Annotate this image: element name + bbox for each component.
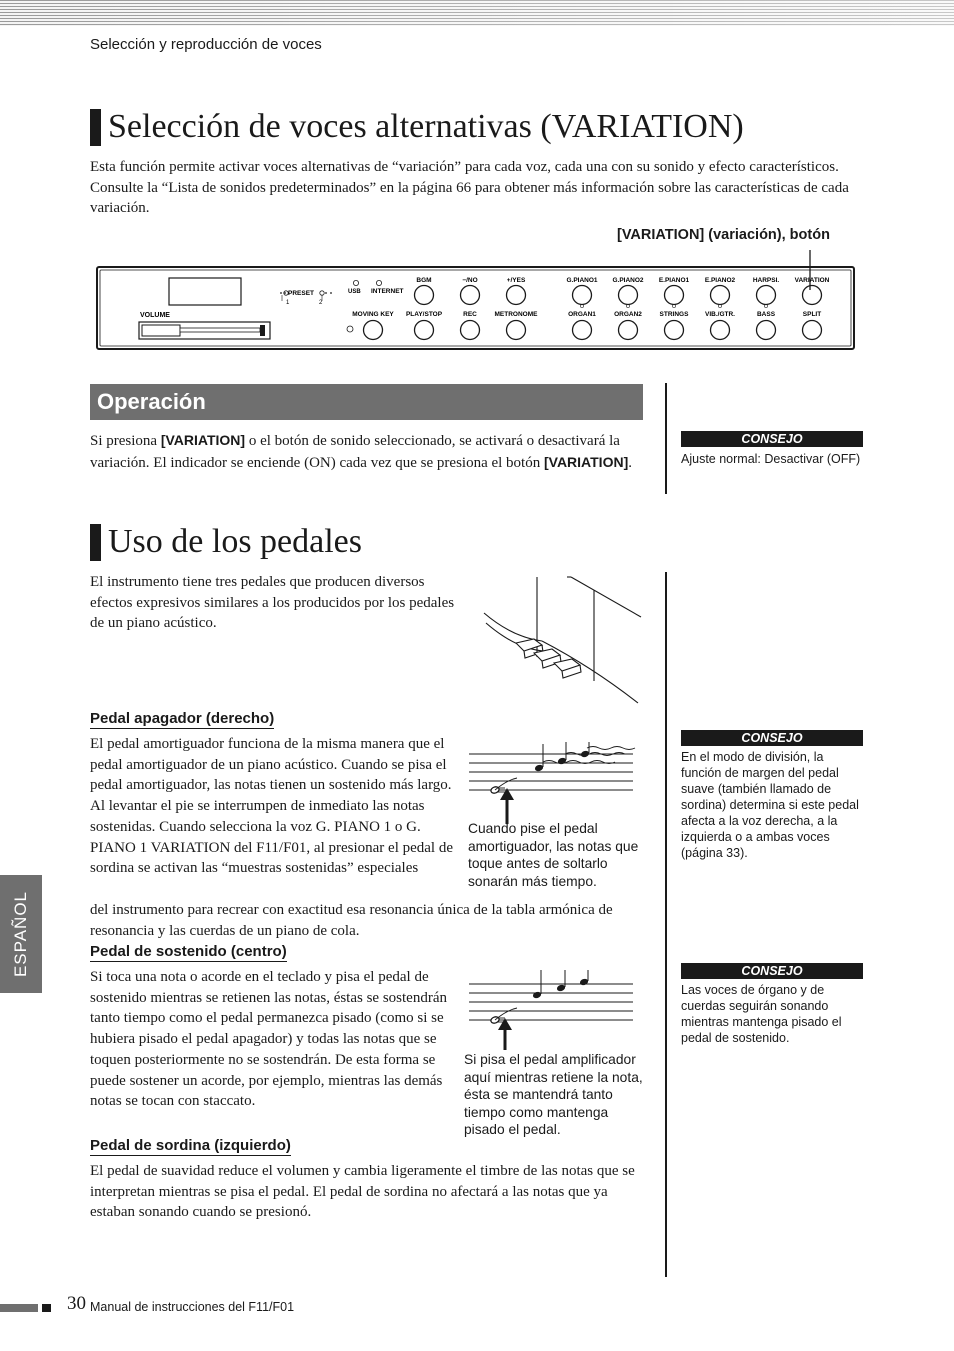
split-button bbox=[803, 311, 822, 340]
sidebar-rule bbox=[665, 572, 667, 1277]
tip-body: En el modo de división, la función de margen del pedal suave (también llamado de sordina) determina si este pedal afecta a la voz derecha, a la izquierda o a ambas voces (página 33). bbox=[681, 750, 859, 860]
section-title-variation: Selección de voces alternativas (VARIATION) bbox=[108, 108, 744, 145]
svg-text:−/NO: −/NO bbox=[462, 277, 478, 284]
bgm-button bbox=[415, 277, 434, 305]
svg-text:VIB./GTR.: VIB./GTR. bbox=[705, 311, 735, 318]
preset-label: PRESET bbox=[288, 290, 315, 297]
internet-label: INTERNET bbox=[371, 288, 404, 295]
svg-text:2: 2 bbox=[319, 300, 323, 306]
variation-button-callout: [VARIATION] (variación), botón bbox=[617, 227, 830, 243]
sostenuto-text: Si toca una nota o acorde en el teclado y pisa el pedal de sostenido mientras se retienen las notas, éstas se sostendrán tanto tiempo como el pedal permanezca pisado (como si se hubiera pisado el pedal apagador) y todas las notas que se toquen posteriormente no se sostendrán. De esta forma se puede sostener un acorde, por ejemplo, mientras las demás notas se tocan con staccato. bbox=[90, 969, 447, 1110]
tip-body: Ajuste normal: Desactivar (OFF) bbox=[681, 452, 861, 466]
control-panel-illustration bbox=[96, 250, 856, 352]
svg-text:G.PIANO1: G.PIANO1 bbox=[566, 277, 598, 284]
chapter-title: Selección y reproducción de voces bbox=[90, 36, 322, 53]
damper-text-continued: del instrumento para recrear con exactitud esa resonancia única de la tabla armónica de resonancia y las cuerdas de un piano de cola. bbox=[90, 902, 613, 939]
svg-text:E.PIANO2: E.PIANO2 bbox=[704, 277, 736, 284]
display-screen bbox=[169, 278, 241, 305]
svg-text:MOVING KEY: MOVING KEY bbox=[352, 311, 394, 318]
svg-text:G.PIANO2: G.PIANO2 bbox=[612, 277, 644, 284]
svg-text:HARPSI.: HARPSI. bbox=[752, 277, 780, 284]
page-number: 30 bbox=[67, 1293, 86, 1314]
manual-title: Manual de instrucciones del F11/F01 bbox=[90, 1300, 295, 1314]
pedals-intro: El instrumento tiene tres pedales que producen diversos efectos expresivos similares a los producidos por los pedales de un piano acústico. bbox=[90, 574, 455, 632]
operation-text: Si presiona [VARIATION] o el botón de sonido seleccionado, se activará o desactivará la variación. El indicador se enciende (ON) cada vez que se presiona el botón [VARIATION]. bbox=[90, 432, 632, 471]
svg-text:E.PIANO1: E.PIANO1 bbox=[658, 277, 690, 284]
footer-bar bbox=[0, 1304, 38, 1312]
soft-heading: Pedal de sordina (izquierdo) bbox=[90, 1137, 291, 1154]
heading-bar bbox=[90, 109, 101, 146]
operation-heading: Operación bbox=[97, 389, 206, 414]
svg-text:+/YES: +/YES bbox=[506, 277, 526, 284]
soft-text: El pedal de suavidad reduce el volumen y cambia ligeramente el timbre de las notas que se interpretan mientras se pisa el pedal. El pedal de sordina no afectará a las notas que ya estaban sonando cuando se presionó. bbox=[90, 1163, 635, 1221]
variation-intro: Esta función permite activar voces alternativas de “variación” para cada voz, cada una con su sonido y efecto característicos. Consulte la “Lista de sonidos predeterminados” en la página 66 para obtener más información sobre las características de cada variación. bbox=[90, 159, 849, 217]
damper-caption: Cuando pise el pedal amortiguador, las notas que toque antes de soltarlo sonarán más tiempo. bbox=[468, 821, 639, 889]
yes-button bbox=[507, 277, 526, 305]
svg-text:REC: REC bbox=[463, 311, 477, 318]
pedals-illustration bbox=[482, 575, 644, 705]
sostenuto-heading: Pedal de sostenido (centro) bbox=[90, 943, 287, 960]
svg-text:BGM: BGM bbox=[416, 277, 432, 284]
heading-bar bbox=[90, 524, 101, 561]
tip-header: CONSEJO bbox=[681, 431, 863, 447]
svg-text:METRONOME: METRONOME bbox=[494, 311, 538, 318]
section-title-pedals: Uso de los pedales bbox=[108, 523, 363, 560]
damper-notation-figure bbox=[467, 742, 637, 824]
footer-square bbox=[42, 1304, 51, 1312]
variation-button-ref: [VARIATION] bbox=[543, 453, 629, 470]
svg-text:PLAY/STOP: PLAY/STOP bbox=[405, 311, 443, 318]
svg-text:BASS: BASS bbox=[756, 311, 776, 318]
svg-text:1: 1 bbox=[286, 300, 290, 306]
variation-button-ref: [VARIATION] bbox=[160, 432, 246, 448]
bass-button bbox=[757, 311, 776, 340]
sidebar-rule bbox=[665, 383, 667, 494]
damper-heading: Pedal apagador (derecho) bbox=[90, 710, 275, 727]
rec-button bbox=[461, 311, 480, 340]
tip-body: Las voces de órgano y de cuerdas seguirán sonando mientras mantenga pisado el pedal de sostenido. bbox=[681, 983, 842, 1045]
sostenuto-caption: Si pisa el pedal amplificador aquí mientras retiene la nota, ésta se mantendrá tanto tiempo como mantenga pisado el pedal. bbox=[464, 1052, 643, 1137]
usb-label: USB bbox=[348, 289, 361, 295]
svg-text:ORGAN1: ORGAN1 bbox=[568, 311, 596, 318]
header-stripe-fade bbox=[0, 0, 954, 26]
svg-text:ORGAN2: ORGAN2 bbox=[614, 311, 642, 318]
volume-label: VOLUME bbox=[140, 312, 170, 319]
tip-header: CONSEJO bbox=[681, 963, 863, 979]
svg-text:STRINGS: STRINGS bbox=[659, 311, 689, 318]
tip-header: CONSEJO bbox=[681, 730, 863, 746]
svg-text:VARIATION: VARIATION bbox=[794, 277, 830, 284]
language-tab-label: ESPAÑOL bbox=[11, 890, 30, 978]
damper-text: El pedal amortiguador funciona de la misma manera que el pedal amortiguador de un piano acústico. Cuando se pisa el pedal amortiguador, las notas tienen un sostenido más largo. Al levantar el pie se interrumpen de inmediato las notas sostenidas. Cuando selecciona la voz G. PIANO 1 o G. PIANO 1 VARIATION del F11/F01, al presionar el pedal de sordina se activan las “muestras sostenidas” especiales bbox=[90, 736, 454, 877]
svg-text:SPLIT: SPLIT bbox=[802, 311, 822, 318]
sostenuto-notation-figure bbox=[467, 970, 637, 1052]
no-button bbox=[461, 277, 480, 305]
